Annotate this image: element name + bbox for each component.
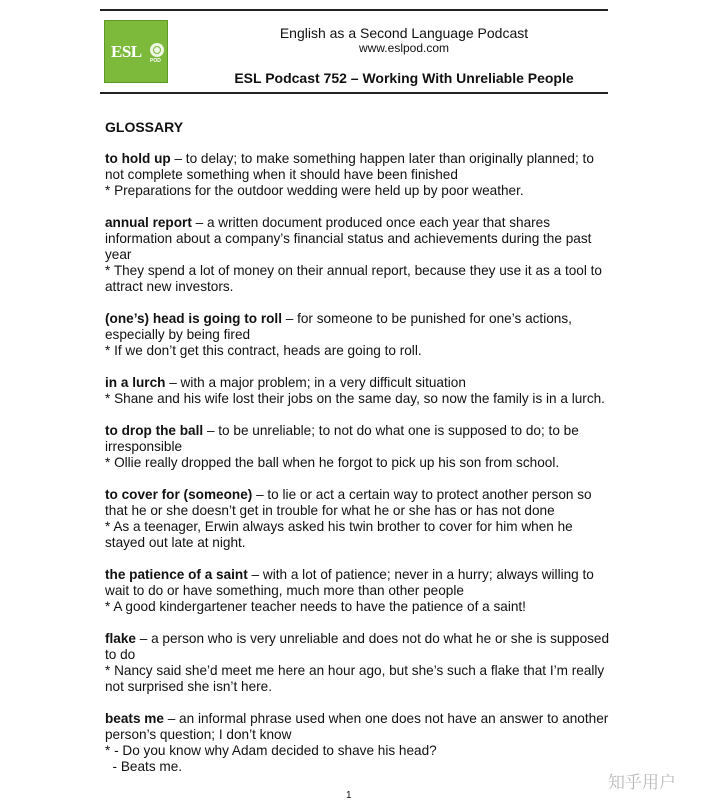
glossary-example: * Shane and his wife lost their jobs on the same day, so now the family is in a lurch.	[105, 391, 605, 406]
glossary-term: beats me	[105, 711, 164, 726]
glossary-heading: GLOSSARY	[105, 119, 184, 135]
glossary-definition: – to be unreliable; to not do what one is supposed to do; to be irresponsible	[105, 423, 579, 454]
glossary-list	[105, 151, 610, 791]
episode-title: ESL Podcast 752 – Working With Unreliable People	[234, 70, 574, 86]
header-top-rule	[100, 9, 608, 11]
glossary-example: * They spend a lot of money on their annual report, because they use it as a tool to attract new investors.	[105, 263, 602, 294]
zhihu-watermark: 知乎用户	[608, 773, 676, 792]
glossary-term: in a lurch	[105, 375, 166, 390]
glossary-definition: – an informal phrase used when one does not have an answer to another person’s question; I don’t know	[105, 711, 609, 742]
glossary-entry	[105, 151, 610, 199]
glossary-term: to cover for (someone)	[105, 487, 253, 502]
glossary-term: annual report	[105, 215, 192, 230]
header-title: English as a Second Language Podcast	[279, 25, 529, 41]
glossary-example: * Nancy said she’d meet me here an hour ago, but she’s such a flake that I’m really not surprised she isn’t here.	[105, 663, 605, 694]
glossary-definition: – to lie or act a certain way to protect another person so that he or she doesn’t get in trouble for what he or she has or has not done	[105, 487, 592, 518]
glossary-example: * Preparations for the outdoor wedding were held up by poor weather.	[105, 183, 524, 198]
glossary-example: * As a teenager, Erwin always asked his twin brother to cover for him when he stayed out late at night.	[105, 519, 573, 550]
podcast-badge-icon	[150, 43, 164, 57]
glossary-definition: – with a lot of patience; never in a hurry; always willing to wait to do or have something, much more than other people	[105, 567, 594, 598]
header-url: www.eslpod.com	[358, 41, 450, 55]
glossary-term: to drop the ball	[105, 423, 204, 438]
glossary-definition: – for someone to be punished for one’s actions, especially by being fired	[105, 311, 572, 342]
page-number: 1	[346, 790, 352, 801]
glossary-entry	[105, 631, 610, 695]
glossary-term: to hold up	[105, 151, 171, 166]
glossary-term: (one’s) head is going to roll	[105, 311, 282, 326]
glossary-definition: – with a major problem; in a very difficult situation	[165, 375, 466, 390]
glossary-entry	[105, 711, 610, 775]
glossary-entry	[105, 375, 610, 407]
glossary-example: * Ollie really dropped the ball when he forgot to pick up his son from school.	[105, 455, 560, 470]
glossary-example-reply: - Beats me.	[105, 759, 183, 774]
logo-text: ESL	[111, 42, 142, 61]
glossary-definition: – to delay; to make something happen later than originally planned; to not complete something when it should have been finished	[105, 151, 594, 182]
logo-sub: POD	[150, 58, 161, 64]
glossary-example: * A good kindergartener teacher needs to have the patience of a saint!	[105, 599, 526, 614]
glossary-entry	[105, 567, 610, 615]
glossary-term: the patience of a saint	[105, 567, 248, 582]
glossary-example: * If we don’t get this contract, heads are going to roll.	[105, 343, 422, 358]
glossary-entry	[105, 423, 610, 471]
glossary-example: * - Do you know why Adam decided to shave his head?	[105, 743, 437, 758]
glossary-entry	[105, 487, 610, 551]
header-bottom-rule	[100, 92, 608, 94]
glossary-definition: – a person who is very unreliable and does not do what he or she is supposed to do	[105, 631, 610, 662]
eslpod-logo	[104, 20, 168, 83]
glossary-definition: – a written document produced once each year that shares information about a company’s financial status and achievements during the past year	[105, 215, 592, 262]
glossary-entry	[105, 311, 610, 359]
glossary-entry	[105, 215, 610, 295]
glossary-term: flake	[105, 631, 136, 646]
